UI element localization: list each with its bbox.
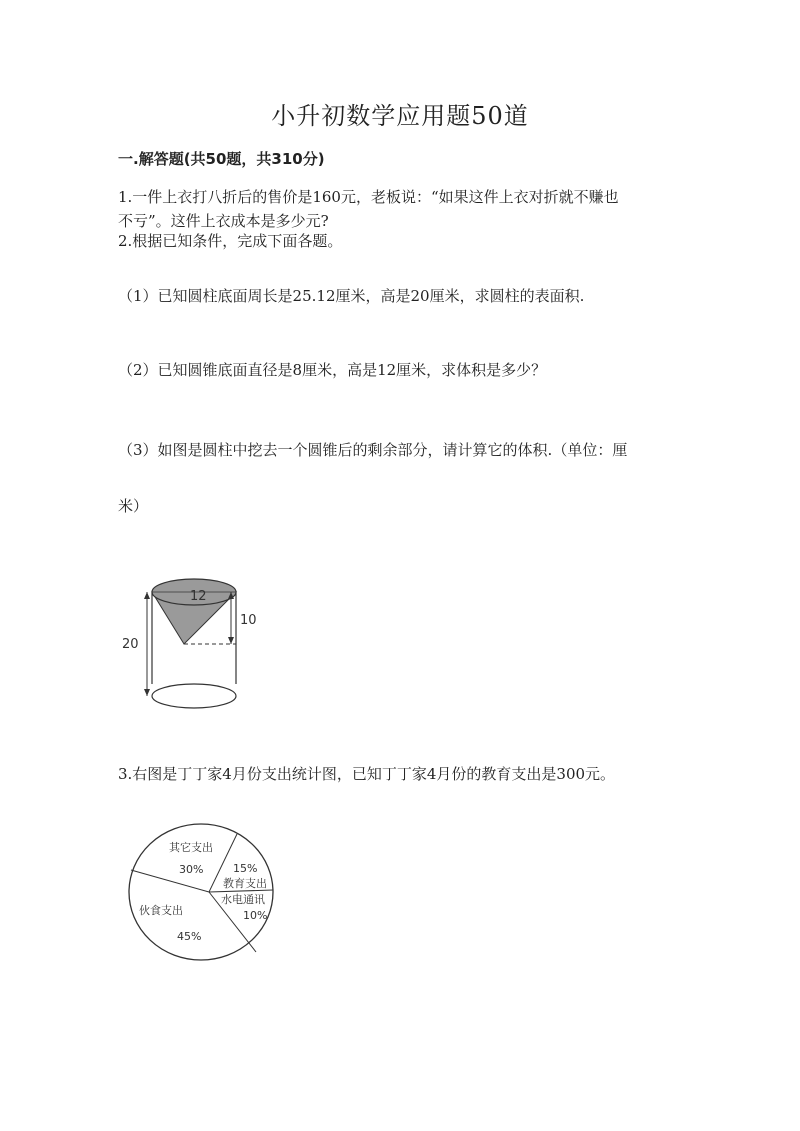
- question-2-part-3-line-1: （3）如图是圆柱中挖去一个圆锥后的剩余部分，请计算它的体积.（单位：厘: [118, 441, 628, 459]
- pie-value-other: 30%: [179, 863, 204, 876]
- pie-label-food: 伙食支出: [139, 904, 183, 917]
- cone-diameter-label: 12: [190, 589, 207, 604]
- cone-height-label: 10: [240, 613, 257, 628]
- cylinder-cone-figure: [118, 566, 278, 716]
- cylinder-height-arrow-bottom: [144, 689, 150, 696]
- pie-value-education: 15%: [233, 862, 258, 875]
- pie-label-other: 其它支出: [169, 841, 213, 854]
- cylinder-height-label: 20: [122, 637, 139, 652]
- pie-label-education: 教育支出: [223, 877, 267, 890]
- cone-height-arrow-bottom: [228, 637, 234, 644]
- pie-value-utility: 10%: [243, 909, 268, 922]
- question-2-part-2: （2）已知圆锥底面直径是8厘米，高是12厘米，求体积是多少？: [118, 361, 547, 379]
- cylinder-height-arrow-top: [144, 592, 150, 599]
- question-1-line-1: 1.一件上衣打八折后的售价是160元，老板说：“如果这件上衣对折就不赚也: [118, 188, 619, 206]
- question-1-line-2: 不亏”。这件上衣成本是多少元?: [118, 212, 329, 230]
- question-2-part-3-line-2: 米）: [118, 497, 149, 515]
- cylinder-bottom-ellipse: [152, 684, 236, 708]
- page-title: 小升初数学应用题50道: [271, 102, 529, 130]
- question-3: 3.右图是丁丁家4月份支出统计图，已知丁丁家4月份的教育支出是300元。: [118, 765, 616, 783]
- question-2-part-1: （1）已知圆柱底面周长是25.12厘米，高是20厘米，求圆柱的表面积.: [118, 287, 585, 305]
- question-2: 2.根据已知条件，完成下面各题。: [118, 232, 343, 250]
- pie-value-food: 45%: [177, 930, 202, 943]
- expense-pie-chart: [125, 822, 281, 968]
- pie-label-utility: 水电通讯: [221, 893, 265, 906]
- section-heading: 一.解答题(共50题，共310分): [118, 150, 325, 168]
